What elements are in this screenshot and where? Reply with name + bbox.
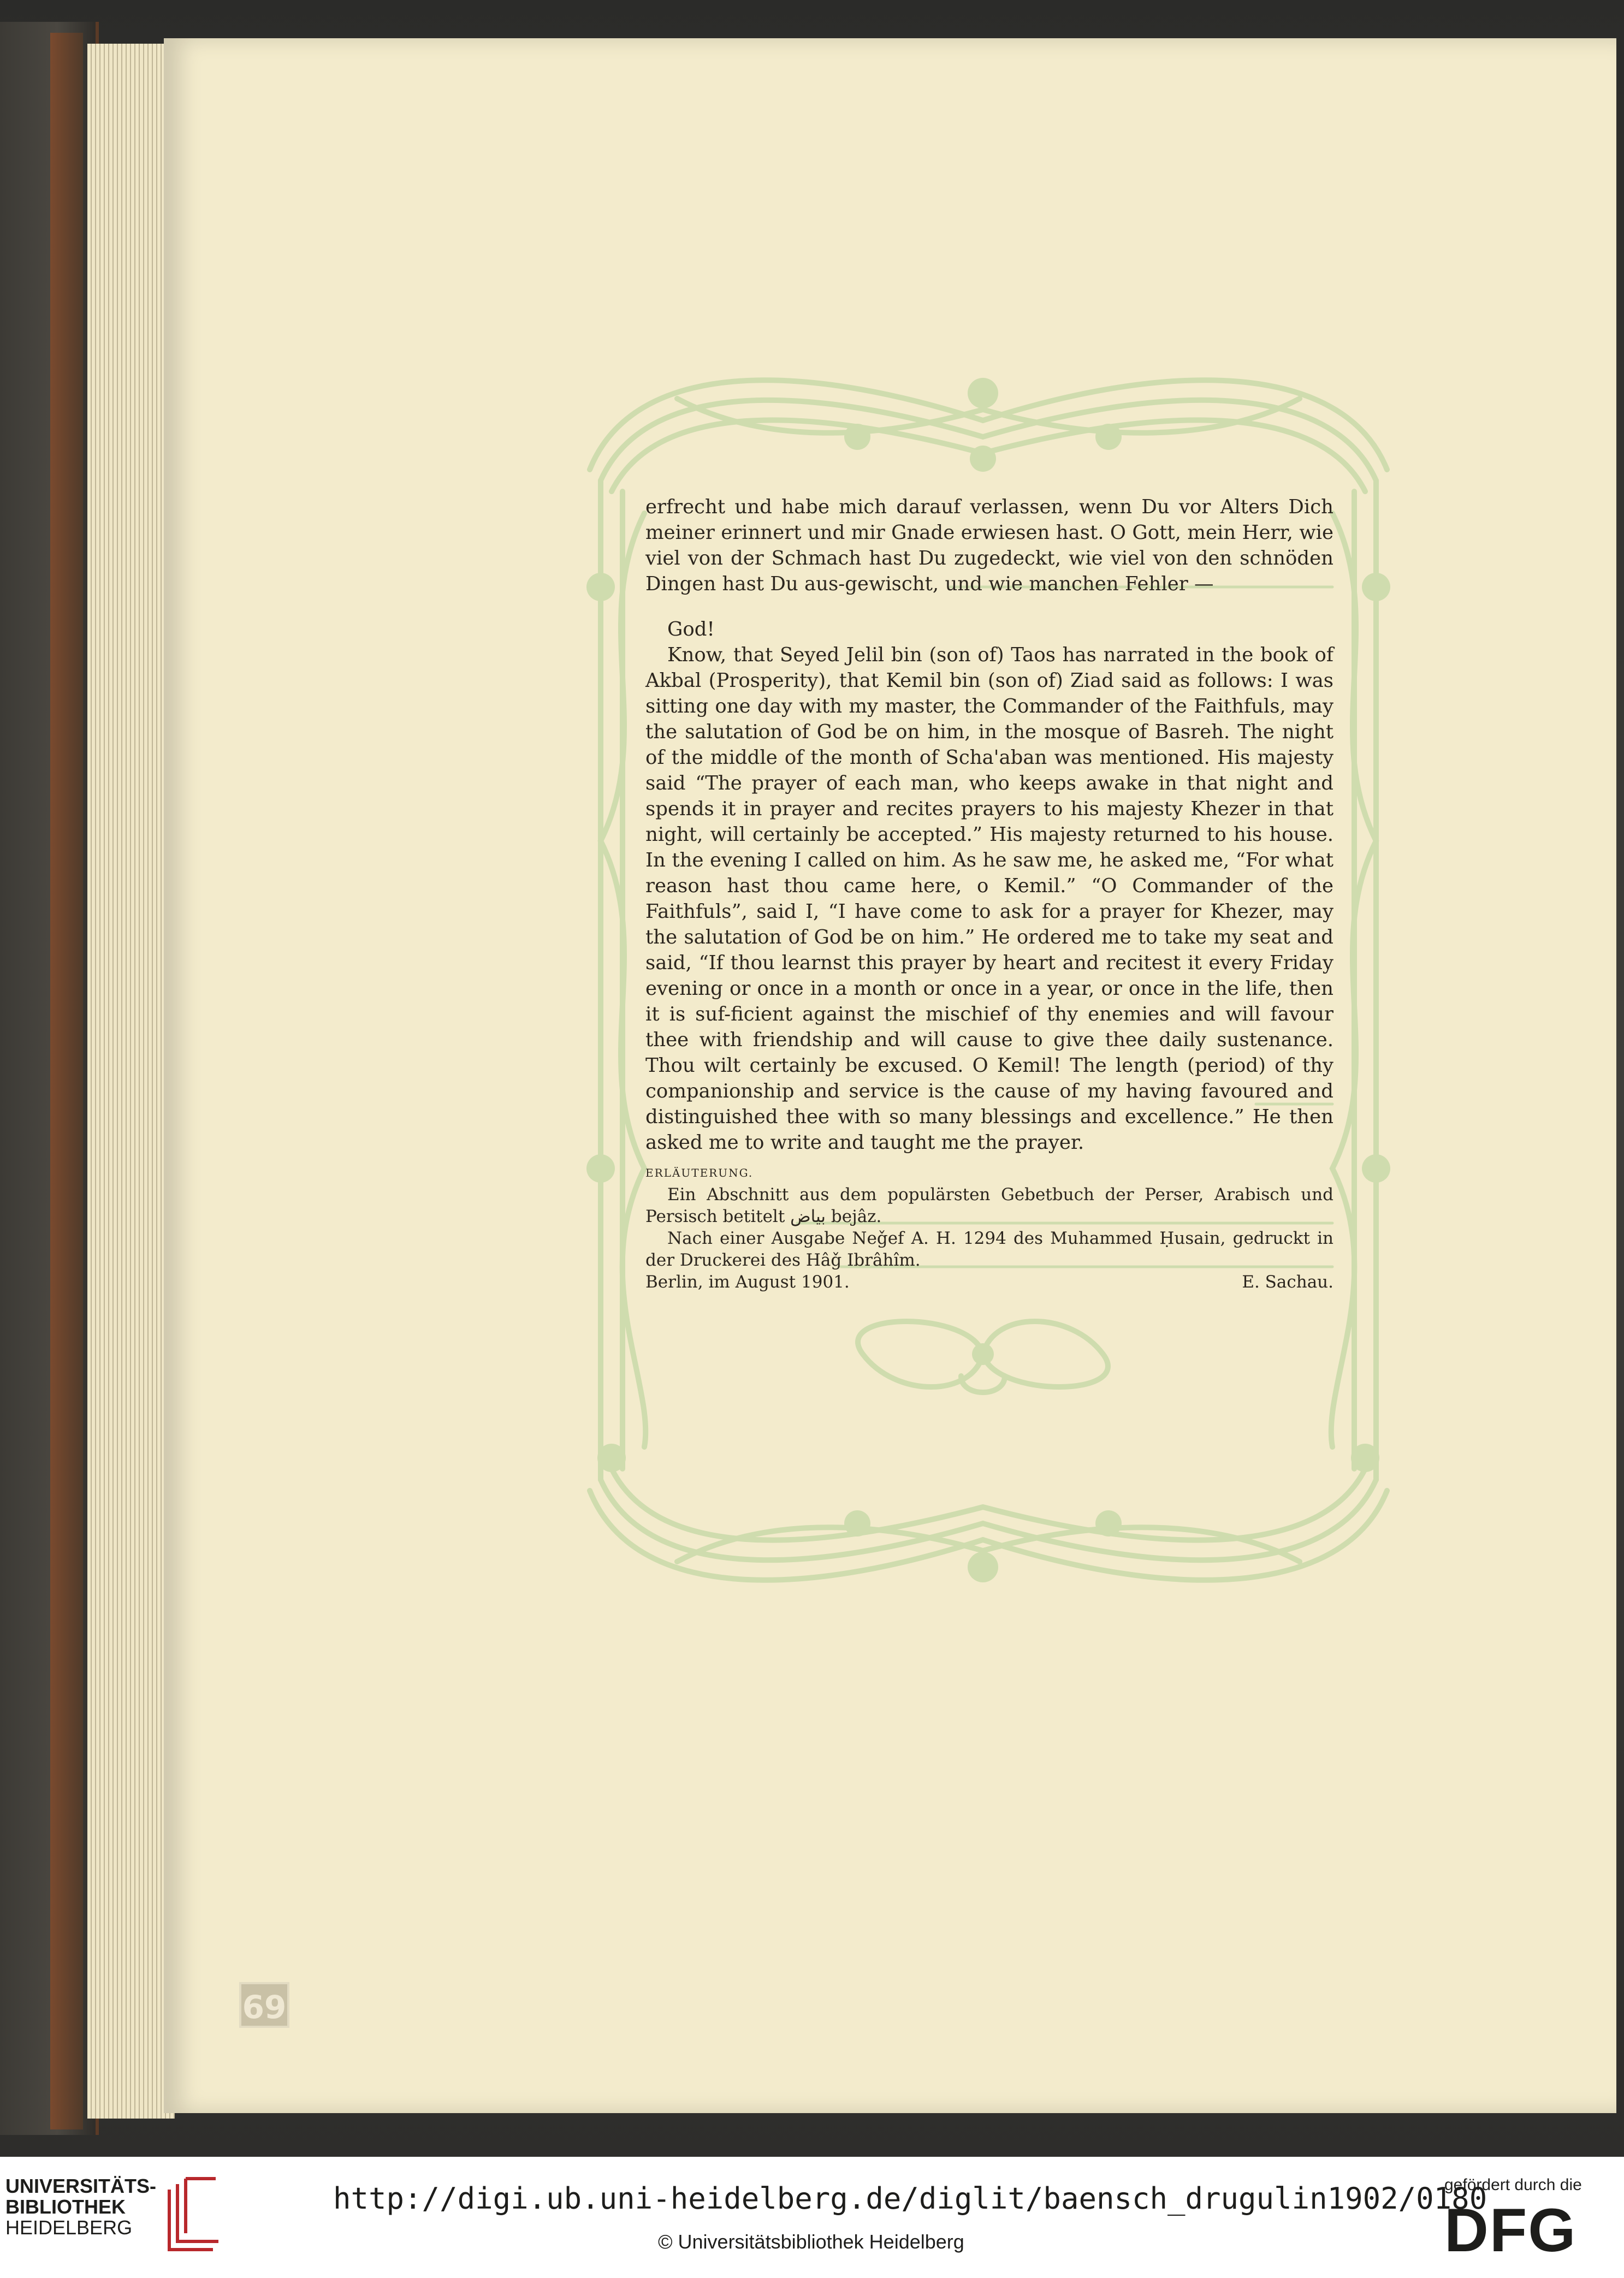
footer-bar — [0, 2157, 1624, 2278]
permalink-url[interactable]: http://digi.ub.uni-heidelberg.de/diglit/baensch_drugulin1902/0180 — [333, 2181, 1487, 2216]
author-signature: E. Sachau. — [1242, 1272, 1333, 1292]
copyright-notice: © Universitätsbibliothek Heidelberg — [658, 2230, 964, 2253]
page-stack — [87, 44, 175, 2119]
english-paragraph: Know, that Seyed Jelil bin (son of) Taos has narrated in the book of Akbal (Prosperity), that Kemil bin (son of) Ziad said as follows: I was sitting one day with my master, the Commander of the Faithfuls, may the salutation of God be on him, in the mosque of Basreh. The night of the middle of the month of Scha'aban was mentioned. His majesty said “The prayer of each man, who keeps awake in that night and spends it in prayer and recites prayers to his majesty Khezer in that night, will certainly be accepted.” His majesty returned to his house. In the evening I called on him. As he saw me, he asked me, “For what reason hast thou came here, o Kemil.” “O Commander of the Faithfuls”, said I, “I have come to ask for a prayer for Khezer, may the salutation of God be on him.” He ordered me to take my seat and said, “If thou learnst this prayer by heart and recitest it every Friday evening or once in a month or once in a year, or once in the life, then it is suf-ficient against the mischief of thy enemies and will favour thee with friendship and will cause to give thee daily sustenance. Thou wilt certainly be excused. O Kemil! The length (period) of thy companionship and service is the cause of my having favoured and distinguished thee with so many blessings and excellence.” He then asked me to write and taught me the prayer. — [645, 644, 1333, 1154]
signature-line — [645, 1271, 1333, 1293]
german-paragraph: erfrecht und habe mich darauf verlassen, wenn Du vor Alters Dich meiner erinnert und mir Gnade erwiesen hast. O Gott, mein Herr, wie viel von der Schmach hast Du zugedeckt, wie viel von den schnöden Dingen hast Du aus-gewischt, und wie manchen Fehler — — [645, 496, 1333, 595]
place-date: Berlin, im August 1901. — [645, 1272, 850, 1292]
footnote-line-1: Ein Abschnitt aus dem populärsten Gebetbuch der Perser, Arabisch und Persisch betitelt بیاض bejâz. — [645, 1185, 1333, 1226]
footnote-block — [645, 1162, 1333, 1293]
library-line-3: HEIDELBERG — [5, 2216, 133, 2239]
dfg-logo[interactable]: DFG — [1444, 2196, 1577, 2264]
page-number: 69 — [239, 1982, 289, 2028]
funded-by-label: gefördert durch die — [1444, 2176, 1582, 2194]
library-logo-icon — [158, 2173, 224, 2255]
footnote-label: ERLÄUTERUNG. — [645, 1166, 754, 1179]
library-line-1: UNIVERSITÄTS- — [5, 2175, 157, 2197]
footnote-line-2: Nach einer Ausgabe Neǧef A. H. 1294 des Muhammed Ḥusain, gedruckt in der Druckerei des Hâǧ Ibrâhîm. — [645, 1229, 1333, 1270]
book-spine-edge — [50, 33, 83, 2129]
library-line-2: BIBLIOTHEK — [5, 2196, 126, 2218]
heading-god: God! — [667, 618, 715, 640]
library-logo-text[interactable] — [5, 2176, 156, 2238]
book-cover — [0, 22, 99, 2135]
main-text-block — [645, 494, 1333, 1155]
